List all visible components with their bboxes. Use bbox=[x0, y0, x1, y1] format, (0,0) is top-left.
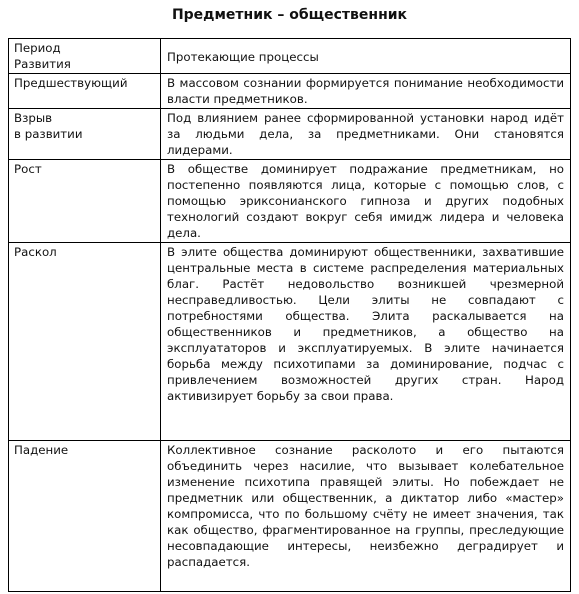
period-label: Предшествующий bbox=[14, 76, 128, 90]
period-cell bbox=[9, 243, 161, 441]
table-row bbox=[9, 74, 571, 109]
process-text: Коллективное сознание расколото и его пытаются объединить через насилие, что вызывает колебательное изменение психотипа правящей элиты. Но побеждает не предметник или общественник, а диктатор либо «мастер» компромисса, что по большому счёту не имеет значения, так как общество, фрагментированное на группы, преследующие несовпадающие интересы, неизбежно деградирует и распадается. bbox=[167, 443, 564, 569]
period-label: Раскол bbox=[14, 245, 57, 259]
process-text: Под влиянием ранее сформированной установки народ идёт за людьми дела, за предметниками. Они становятся лидерами. bbox=[167, 111, 564, 157]
periods-table bbox=[8, 38, 571, 592]
period-cell bbox=[9, 160, 161, 243]
process-cell bbox=[161, 441, 571, 592]
header-process-cell bbox=[161, 39, 571, 74]
header-period-label: Период Развития bbox=[14, 41, 71, 71]
table-header-row bbox=[9, 39, 571, 74]
table-row bbox=[9, 243, 571, 441]
page-title: Предметник – общественник bbox=[171, 7, 408, 23]
table-row bbox=[9, 160, 571, 243]
period-cell bbox=[9, 74, 161, 109]
period-label: Взрыв в развитии bbox=[14, 111, 83, 141]
process-cell bbox=[161, 243, 571, 441]
period-cell bbox=[9, 441, 161, 592]
period-cell bbox=[9, 109, 161, 160]
process-cell bbox=[161, 109, 571, 160]
header-process-label: Протекающие процессы bbox=[167, 50, 319, 64]
period-label: Рост bbox=[14, 162, 42, 176]
process-cell bbox=[161, 74, 571, 109]
period-label: Падение bbox=[14, 443, 69, 457]
table-row bbox=[9, 441, 571, 592]
process-text: В элите общества доминируют общественники, захватившие центральные места в системе распределения материальных благ. Растёт недовольство возникшей чрезмерной несправедливостью. Цели элиты не совпадают с потребностями общества. Элита раскалывается на общественников и предметников, а общество на эксплуататоров и эксплуатируемых. В элите начинается борьба между психотипами за доминирование, подчас с привлечением возможностей других стран. Народ активизирует борьбу за свои права. bbox=[167, 245, 564, 403]
header-period-cell bbox=[9, 39, 161, 74]
process-text: В массовом сознании формируется понимание необходимости власти предметников. bbox=[167, 76, 564, 106]
table-row bbox=[9, 109, 571, 160]
process-cell bbox=[161, 160, 571, 243]
process-text: В обществе доминирует подражание предметникам, но постепенно появляются лица, которые с помощью слов, с помощью эриксонианского гипноза и других подобных технологий создают вокруг себя имидж лидера и человека дела. bbox=[167, 162, 564, 240]
